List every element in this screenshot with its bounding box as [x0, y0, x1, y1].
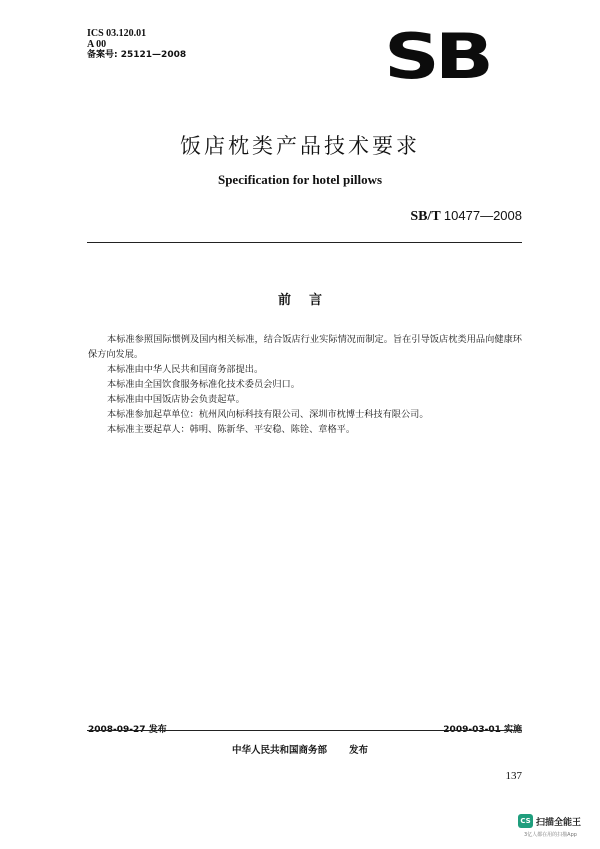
preface-paragraph: 本标准参照国际惯例及国内相关标准，结合饭店行业实际情况而制定。旨在引导饭店枕类用品向健康环保方向发展。 — [88, 334, 522, 360]
document-title-chinese: 饭店枕类产品技术要求 — [180, 134, 420, 158]
sb-logo: SB — [384, 20, 489, 93]
preface-paragraph: 本标准由中国饭店协会负责起草。 — [107, 394, 245, 405]
preface-paragraph: 本标准由全国饮食服务标准化技术委员会归口。 — [107, 379, 300, 390]
publisher-name: 中华人民共和国商务部 — [231, 745, 327, 756]
preface-paragraph: 本标准主要起草人：韩明、陈新华、平安稳、陈铨、章格平。 — [107, 424, 356, 435]
standard-code — [410, 208, 522, 225]
publisher-line — [0, 742, 600, 756]
preface-heading: 前言 — [277, 293, 340, 308]
watermark-tagline: 3亿人都在用的扫描App — [524, 832, 577, 838]
ics-code: ICS 03.120.01 — [87, 28, 147, 39]
scanner-watermark — [512, 811, 598, 845]
header-divider — [87, 242, 522, 243]
record-label: 备案号 — [87, 50, 115, 60]
standard-prefix: SB/T — [410, 209, 441, 224]
footer-divider — [87, 730, 522, 731]
classification-code: A 00 — [87, 39, 107, 50]
issue-date: 2008-09-27 发布 — [88, 725, 167, 735]
preface-paragraph: 本标准参加起草单位：杭州风向标科技有限公司、深圳市枕博士科技有限公司。 — [107, 409, 429, 420]
document-title-english: Specification for hotel pillows — [217, 172, 383, 187]
implement-date: 2009-03-01 实施 — [443, 725, 522, 735]
camscanner-icon: CS — [518, 814, 533, 828]
record-value: : 25121—2008 — [114, 50, 187, 60]
record-number — [87, 50, 186, 61]
watermark-brand: 扫描全能王 — [536, 818, 582, 828]
page-number: 137 — [505, 770, 522, 782]
standard-number: 10477—2008 — [443, 208, 522, 223]
preface-body — [88, 332, 522, 437]
preface-paragraph: 本标准由中华人民共和国商务部提出。 — [107, 364, 264, 375]
document-metadata — [87, 28, 186, 61]
publish-word: 发布 — [349, 745, 369, 756]
